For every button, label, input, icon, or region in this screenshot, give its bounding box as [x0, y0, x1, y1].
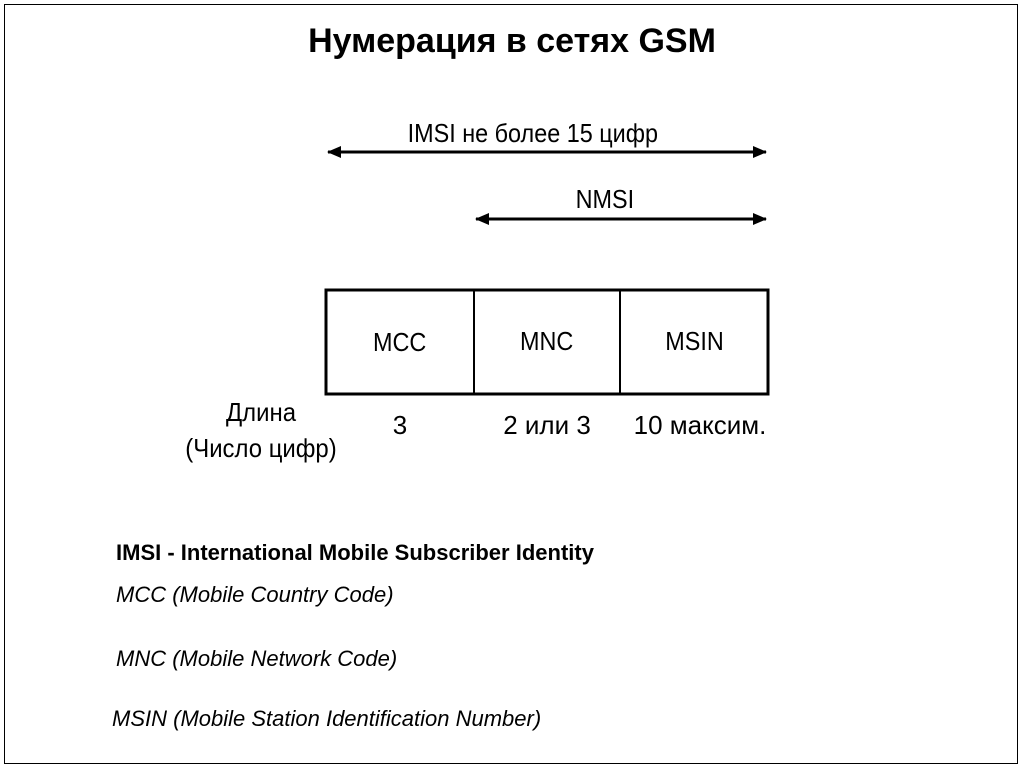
- slide-title: Нумерация в сетях GSM: [308, 22, 716, 60]
- field-mcc-label: MCC: [373, 326, 427, 357]
- legend-mcc: MCC (Mobile Country Code): [116, 582, 394, 607]
- length-mcc: 3: [392, 410, 408, 440]
- field-mnc: [474, 290, 620, 394]
- field-mnc-label: MNC: [520, 326, 574, 356]
- length-label-line1: Длина: [225, 397, 297, 427]
- legend-msin: MSIN (Mobile Station Identification Number): [112, 706, 542, 731]
- legend-imsi: IMSI - International Mobile Subscriber Identity: [116, 540, 594, 565]
- legend-mnc: MNC (Mobile Network Code): [116, 646, 398, 671]
- length-label: [176, 394, 346, 466]
- length-msin: 10 максим.: [633, 410, 767, 440]
- field-msin-label: MSIN: [664, 326, 724, 356]
- imsi-arrow-label: IMSI не более 15 цифр: [404, 118, 662, 149]
- length-mnc: 2 или 3: [503, 410, 591, 440]
- field-mcc: [326, 290, 474, 394]
- nmsi-arrow-label: NMSI: [572, 184, 638, 215]
- length-label-line2: (Число цифр): [185, 433, 337, 463]
- field-msin: [620, 290, 768, 394]
